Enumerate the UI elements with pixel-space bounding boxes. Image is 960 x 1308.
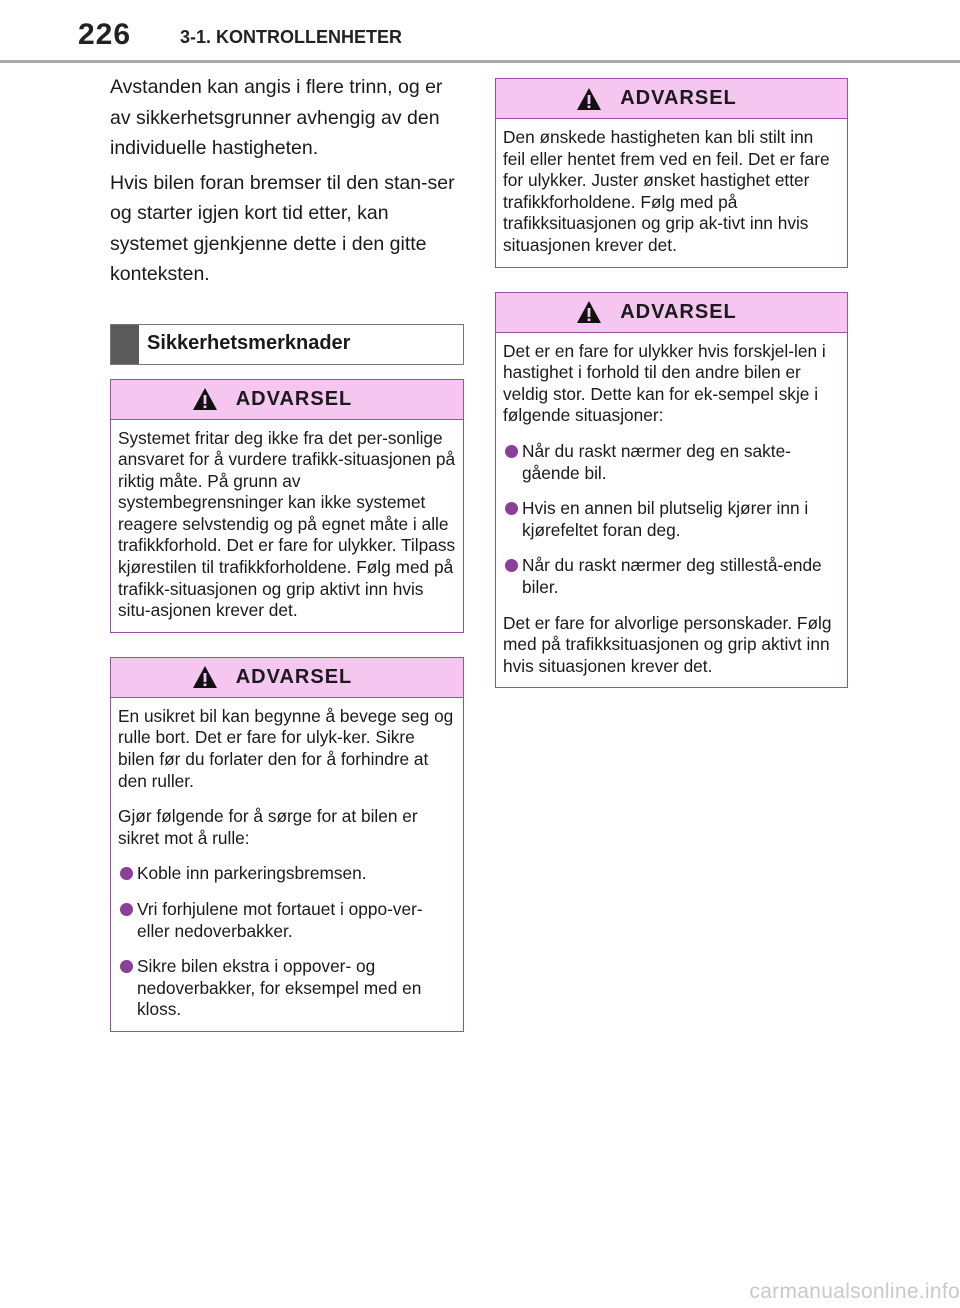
page-number: 226 bbox=[78, 18, 132, 51]
bullet-item bbox=[503, 555, 840, 598]
page-header bbox=[0, 0, 960, 62]
warning-title: ADVARSEL bbox=[620, 300, 737, 323]
warning-text: Gjør følgende for å sørge for at bilen er sikret mot å rulle: bbox=[118, 806, 418, 848]
left-column bbox=[110, 72, 464, 1032]
bullet-text: Vri forhjulene mot fortauet i oppo-ver- eller nedoverbakker. bbox=[137, 899, 423, 941]
bullet-dot-icon bbox=[120, 960, 133, 973]
bullet-text: Når du raskt nærmer deg en sakte-gående bil. bbox=[522, 440, 791, 483]
warning-body bbox=[496, 333, 847, 688]
right-column bbox=[495, 78, 848, 688]
warning-box bbox=[110, 657, 464, 1032]
warning-triangle-icon bbox=[576, 300, 602, 324]
warning-header bbox=[496, 79, 847, 119]
warning-triangle-icon bbox=[576, 87, 602, 111]
bullet-item bbox=[503, 498, 840, 541]
warning-text: Systemet fritar deg ikke fra det per-sonlige ansvaret for å vurdere trafikk-situasjonen på riktig måte. På grunn av systembegrensninger kan ikke systemet reagere selvstendig og på egnet måte i alle trafikkforhold. Det er fare for ulykker. Tilpass kjørestilen til trafikkforholdene. Følg med på trafikk-situasjonen og grip aktivt inn hvis situ-asjonen krever det. bbox=[118, 427, 456, 621]
warning-text: En usikret bil kan begynne å bevege seg og rulle bort. Det er fare for ulyk-ker. Sikre bilen før du forlater den for å forhindre at den ruller. bbox=[118, 705, 454, 791]
footer-brand-watermark: carmanualsonline.info bbox=[749, 1280, 960, 1303]
warning-header bbox=[111, 658, 463, 698]
bullet-item bbox=[118, 899, 456, 942]
bullet-text: Hvis en annen bil plutselig kjører inn i kjørefeltet foran deg. bbox=[522, 498, 809, 540]
warning-body bbox=[111, 698, 463, 1031]
bullet-text: Sikre bilen ekstra i oppover- og nedoverbakker, for eksempel med en kloss. bbox=[137, 956, 422, 1020]
body-paragraph: Hvis bilen foran bremser til den stan-ser og starter igjen kort tid etter, kan systemet gjenkjenne dette i den gitte konteksten. bbox=[110, 171, 455, 285]
bullet-item bbox=[118, 956, 456, 1021]
warning-text: Det er fare for alvorlige personskader. Følg med på trafikksituasjonen og grip aktivt inn hvis situasjonen krever det. bbox=[503, 612, 832, 676]
warning-box bbox=[495, 78, 848, 268]
body-paragraph: Avstanden kan angis i flere trinn, og er av sikkerhetsgrunner avhengig av den individuelle hastigheten. bbox=[110, 76, 443, 159]
bullet-text: Koble inn parkeringsbremsen. bbox=[137, 863, 367, 884]
bullet-dot-icon bbox=[120, 903, 133, 916]
warning-box bbox=[110, 379, 464, 633]
warning-triangle-icon bbox=[192, 387, 218, 411]
warning-header bbox=[496, 293, 847, 333]
warning-body bbox=[496, 119, 847, 267]
warning-triangle-icon bbox=[192, 665, 218, 689]
warning-title: ADVARSEL bbox=[620, 87, 737, 109]
warning-text: Det er en fare for ulykker hvis forskjel-len i hastighet i forhold til den andre bilen er veldig stor. Dette kan for ek-sempel skje i følgende situasjoner: bbox=[503, 340, 826, 426]
warning-text: Den ønskede hastigheten kan bli stilt inn feil eller hentet frem ved en feil. Det er fare for ulykker. Juster ønsket hastighet etter trafikkforholdene. Følg med på trafikksituasjonen og grip ak-tivt inn hvis situasjonen krever det. bbox=[503, 127, 830, 255]
bullet-dot-icon bbox=[505, 559, 518, 572]
bullet-item bbox=[503, 441, 840, 484]
bullet-dot-icon bbox=[120, 867, 133, 880]
bullet-dot-icon bbox=[505, 445, 518, 458]
notes-heading-bar bbox=[111, 325, 139, 364]
safety-notes-heading-box bbox=[110, 324, 464, 365]
warning-box bbox=[495, 292, 848, 689]
warning-header bbox=[111, 380, 463, 420]
bullet-text: Når du raskt nærmer deg stillestå-ende biler. bbox=[522, 555, 822, 597]
header-rule bbox=[0, 60, 960, 63]
section-title: 3-1. KONTROLLENHETER bbox=[180, 27, 403, 47]
warning-title: ADVARSEL bbox=[235, 665, 353, 688]
bullet-dot-icon bbox=[505, 502, 518, 515]
notes-heading: Sikkerhetsmerknader bbox=[147, 331, 351, 354]
bullet-item bbox=[118, 863, 456, 885]
warning-title: ADVARSEL bbox=[235, 387, 353, 410]
warning-body bbox=[111, 420, 463, 632]
